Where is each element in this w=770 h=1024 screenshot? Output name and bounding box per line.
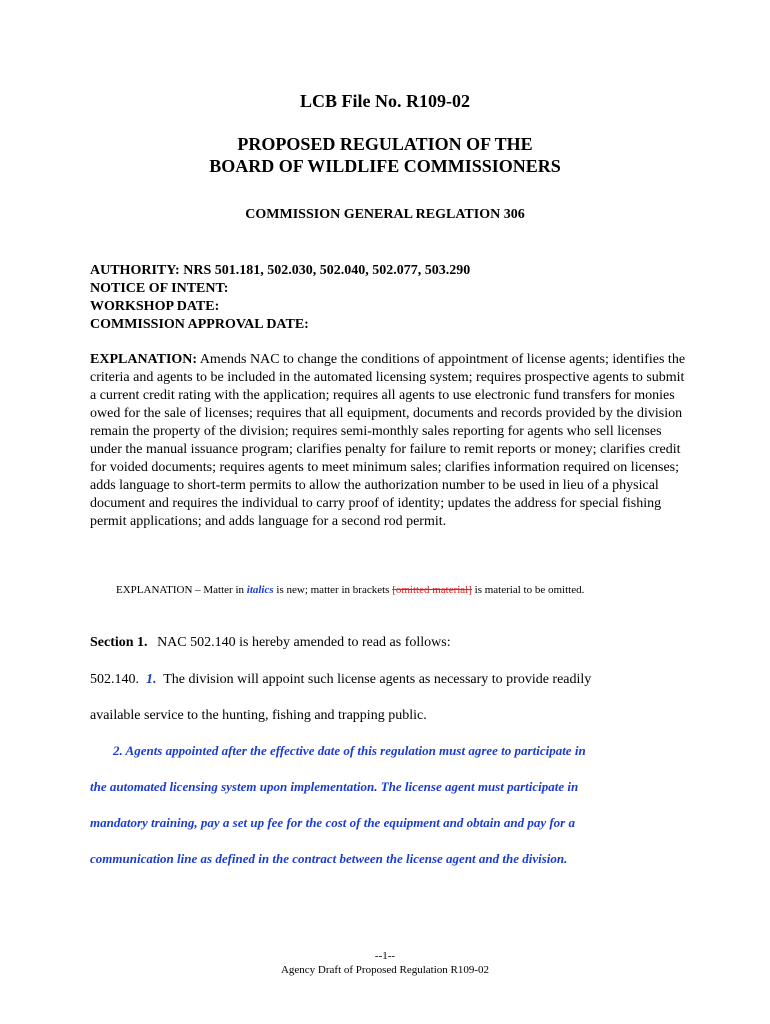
page-number: --1--: [374, 950, 396, 962]
body-line-1: [90, 672, 591, 688]
note-omitted: [omitted material]: [392, 584, 472, 596]
document-title: [0, 133, 770, 177]
note-italics: italics: [246, 584, 274, 596]
notice-line: NOTICE OF INTENT:: [90, 281, 229, 296]
section-text: NAC 502.140 is hereby amended to read as follows:: [157, 635, 451, 650]
explanation-text: Amends NAC to change the conditions of appointment of license agents; identifies the criteria and agents to be included in the automated licensing system; requires prospective agents to submit a current credit rating with the application; requires all agents to use electronic fund transfers for monies owed for the sale of licenses; requires that all equipment, documents and records provided by the division remain the property of the division; requires semi-monthly sales reporting for agents who sell licenses under the manual issuance program; clarifies penalty for failure to remit reports or money; clarifies credit for voided documents; requires agents to meet minimum sales; clarifies information required on licenses; adds language to short-term permits to allow the authorization number to be used in lieu of a physical document and requires the individual to carry proof of identity; updates the address for special fishing permit applications; and adds language for a second rod permit.: [90, 352, 686, 529]
body-line-2: available service to the hunting, fishing and trapping public.: [90, 708, 427, 723]
subsection-number: 1.: [146, 672, 157, 687]
new-text-line-3: mandatory training, pay a set up fee for the cost of the equipment and obtain and pay for a: [90, 815, 575, 830]
body-text-1: The division will appoint such license agents as necessary to provide readily: [163, 672, 592, 687]
file-number: LCB File No. R109-02: [300, 91, 470, 111]
note-prefix: EXPLANATION – Matter in: [116, 584, 247, 596]
title-line-1: PROPOSED REGULATION OF THE: [237, 134, 533, 154]
title-line-2: BOARD OF WILDLIFE COMMISSIONERS: [209, 156, 561, 176]
legend-note: [116, 584, 584, 596]
explanation-lead: EXPLANATION:: [90, 352, 198, 367]
meta-block: [90, 262, 470, 334]
workshop-line: WORKSHOP DATE:: [90, 299, 220, 314]
new-text-line-4: communication line as defined in the contract between the license agent and the division.: [90, 851, 568, 866]
note-middle: is new; matter in brackets: [273, 584, 393, 596]
authority-line: AUTHORITY: NRS 501.181, 502.030, 502.040, 502.077, 503.290: [90, 263, 471, 278]
note-suffix: is material to be omitted.: [471, 584, 585, 596]
new-text-line-1: 2. Agents appointed after the effective date of this regulation must agree to participate in: [113, 743, 586, 758]
regulation-number: 502.140.: [90, 672, 139, 687]
document-subtitle: COMMISSION GENERAL REGLATION 306: [245, 207, 525, 222]
explanation-paragraph: [90, 351, 690, 531]
footer-caption: Agency Draft of Proposed Regulation R109-02: [280, 964, 490, 976]
section-label: Section 1.: [90, 635, 148, 650]
approval-line: COMMISSION APPROVAL DATE:: [90, 317, 309, 332]
new-text-line-2: the automated licensing system upon implementation. The license agent must participate in: [90, 779, 579, 794]
section-heading: [90, 635, 451, 651]
